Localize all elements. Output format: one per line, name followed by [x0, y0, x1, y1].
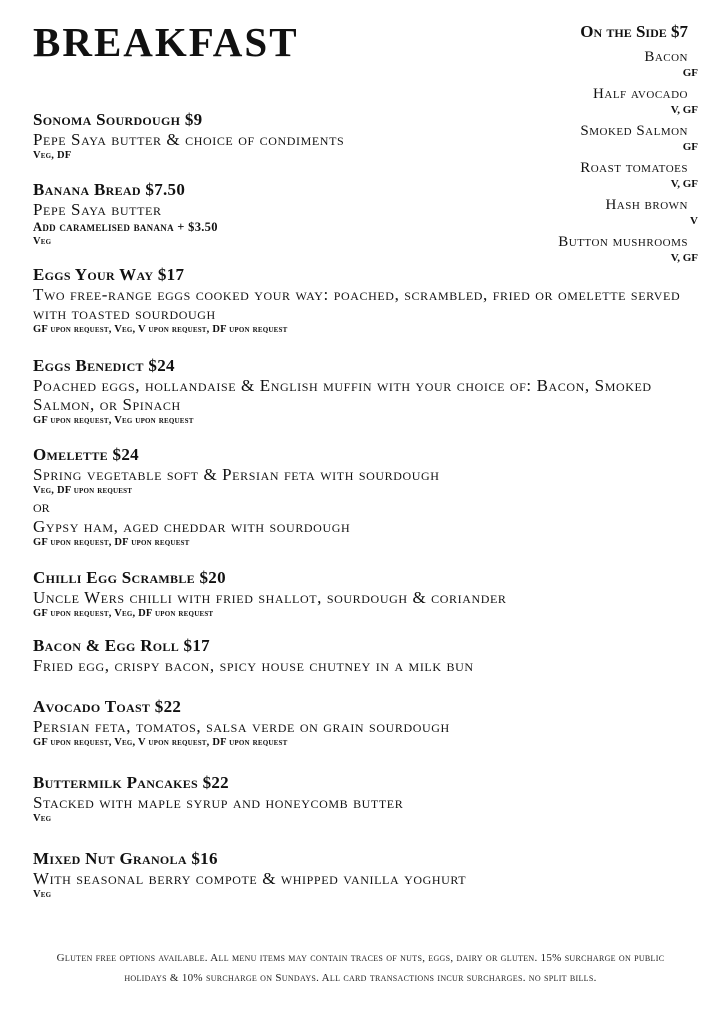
- menu-item-addon: Add caramelised banana + $3.50: [33, 220, 218, 234]
- side-item-name: Half avocado: [593, 86, 688, 102]
- menu-item-description: With seasonal berry compote & whipped vanilla yoghurt: [33, 869, 467, 888]
- menu-item-title: Bacon & Egg Roll $17: [33, 636, 210, 655]
- menu-item-tags: Veg, DF upon request: [33, 485, 133, 496]
- side-item-tags: V, GF: [670, 104, 698, 116]
- menu-item-tags: GF upon request, DF upon request: [33, 537, 190, 548]
- menu-item-eggs-your-way: [33, 265, 693, 336]
- menu-item-title: Eggs Your Way $17: [33, 265, 185, 284]
- menu-item-title: Mixed Nut Granola $16: [33, 849, 218, 868]
- menu-item-title: Chilli Egg Scramble $20: [33, 568, 226, 587]
- menu-item-bacon-egg-roll: [33, 636, 693, 675]
- menu-item-description: Fried egg, crispy bacon, spicy house chutney in a milk bun: [33, 656, 474, 675]
- menu-item-description: Pepe Saya butter: [33, 200, 162, 219]
- menu-item-chilli-egg-scramble: [33, 568, 693, 620]
- menu-item-tags: GF upon request, Veg upon request: [33, 415, 194, 426]
- side-menu-title: On the Side $7: [580, 22, 688, 41]
- menu-item-tags: GF upon request, Veg, V upon request, DF upon request: [33, 737, 288, 748]
- menu-item-sourdough: [33, 110, 473, 162]
- menu-item-title: Eggs Benedict $24: [33, 356, 175, 375]
- side-item-name: Roast tomatoes: [580, 160, 688, 176]
- menu-item-buttermilk-pancakes: [33, 773, 693, 825]
- menu-item-omelette: [33, 445, 693, 549]
- footer-notice: Gluten free options available. All menu items may contain traces of nuts, eggs, dairy or gluten. 15% surcharge on public holidays & 10% surcharge on Sundays. All card transactions incur surcharges. no split bills.: [56, 952, 665, 984]
- side-item-name: Hash brown: [605, 197, 688, 213]
- side-item-tags: V, GF: [670, 178, 698, 190]
- menu-item-banana-bread: [33, 180, 473, 248]
- page-title: BREAKFAST: [33, 19, 299, 65]
- menu-item-description: Gypsy ham, aged cheddar with sourdough: [33, 517, 351, 536]
- menu-item-title: Avocado Toast $22: [33, 697, 182, 716]
- menu-item-tags: GF upon request, Veg, V upon request, DF upon request: [33, 324, 288, 335]
- menu-item-description: Persian feta, tomatos, salsa verde on grain sourdough: [33, 717, 450, 736]
- menu-item-description: Uncle Wers chilli with fried shallot, sourdough & coriander: [33, 588, 507, 607]
- menu-item-tags: GF upon request, Veg, DF upon request: [33, 608, 214, 619]
- menu-item-mixed-nut-granola: [33, 849, 693, 901]
- menu-item-title: Buttermilk Pancakes $22: [33, 773, 229, 792]
- menu-item-avocado-toast: [33, 697, 693, 749]
- menu-item-description: Stacked with maple syrup and honeycomb butter: [33, 793, 404, 812]
- menu-item-title: Sonoma Sourdough $9: [33, 110, 203, 129]
- side-item-tags: V, GF: [670, 252, 698, 264]
- menu-item-description: Two free-range eggs cooked your way: poached, scrambled, fried or omelette served with toasted sourdough: [33, 285, 681, 323]
- menu-item-description: Poached eggs, hollandaise & English muffin with your choice of: Bacon, Smoked Salmon, or Spinach: [33, 376, 652, 414]
- side-item-bacon: [428, 48, 698, 80]
- menu-item-description: Spring vegetable soft & Persian feta with sourdough: [33, 465, 440, 484]
- side-item-name: Bacon: [644, 49, 688, 65]
- side-item-name: Smoked Salmon: [580, 123, 688, 139]
- menu-item-or: or: [33, 497, 50, 516]
- side-item-tags: GF: [682, 67, 698, 79]
- menu-item-title: Banana Bread $7.50: [33, 180, 186, 199]
- side-item-tags: V: [690, 215, 698, 227]
- menu-item-tags: Veg: [33, 889, 52, 900]
- menu-item-tags: Veg: [33, 236, 52, 247]
- menu-item-tags: Veg: [33, 813, 52, 824]
- menu-item-eggs-benedict: [33, 356, 693, 427]
- side-item-tags: GF: [682, 141, 698, 153]
- menu-item-description: Pepe Saya butter & choice of condiments: [33, 130, 345, 149]
- menu-item-tags: Veg, DF: [33, 150, 72, 161]
- menu-item-title: Omelette $24: [33, 445, 139, 464]
- side-item-name: Button mushrooms: [558, 234, 688, 250]
